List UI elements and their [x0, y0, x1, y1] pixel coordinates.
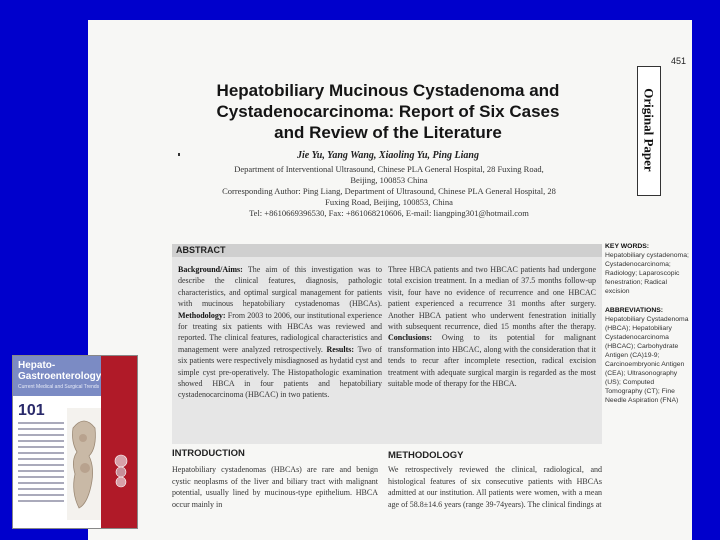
side-label-text: Original Paper — [642, 88, 658, 172]
affiliation-line: Department of Interventional Ultrasound, Chinese PLA General Hospital, 28 Fuxing Road, — [234, 164, 544, 174]
title-line: Hepatobiliary Mucinous Cystadenoma and — [216, 81, 560, 100]
results-heading: Results: — [326, 344, 355, 354]
side-label — [637, 66, 661, 194]
results-continued-text: Three HBCA patients and two HBCAC patients had undergone total excision treatment. In a median of 37.5 months follow-up visit, four have no evidence of recurrence and one HBCAC patient experienced a recurrence 31 months after surgery. Another HBCA patient who underwent fenestration initially with subsequent recurrence, died 15 months after the therapy. — [388, 265, 596, 332]
conclusions-heading: Conclusions: — [388, 333, 433, 343]
margin-mark — [178, 153, 180, 156]
title-line: Cystadenocarcinoma: Report of Six Cases — [216, 102, 560, 121]
cover-journal-name-line: Hepato- — [18, 360, 56, 371]
background-heading: Background/Aims: — [178, 265, 243, 274]
affiliation-line: Corresponding Author: Ping Liang, Department of Ultrasound, Chinese PLA General Hospital, 28 — [222, 186, 556, 196]
affiliation-line: Tel: +8610669396530, Fax: +861068210606, E-mail: liangping301@hotmail.com — [249, 208, 529, 218]
introduction-heading: INTRODUCTION — [172, 448, 245, 459]
abbreviations-text: Hepatobiliary Cystadenoma (HBCA); Hepatobiliary Cystadenocarcinoma (HBCAC); Carbohydrate Antigen (CA)19-9; Carcinoembryonic Antigen (CEA); Ultrasonography (US); Computed Tomography (CT); Fine Needle Aspiration (FNA) — [605, 316, 689, 404]
cover-issue-number: 101 — [18, 402, 45, 419]
methodology-section-text: We retrospectively reviewed the clinical, radiological, and histological features of six consecutive patients with HBCAs admitted at our institution. All patients were women, with a mean age of 58.8±14.6 years (range 39-74years). The clinical findings at — [388, 465, 602, 509]
introduction-text: Hepatobiliary cystadenomas (HBCAs) are rare and benign cystic neoplasms of the liver and biliary tract with malignant potential, usually lined by mucinous-type epithelium. HBCA occur mainly in — [172, 465, 378, 509]
cover-logo — [109, 452, 133, 488]
cover-contents — [18, 422, 64, 516]
page-number: 451 — [670, 56, 686, 66]
keywords-text: Hepatobiliary cystadenoma; Cystadenocarcinoma; Radiology; Laparoscopic fenestration; Radical excision — [605, 252, 689, 295]
keywords-heading: KEY WORDS: — [605, 243, 650, 250]
methodology-text: From 2003 to 2006, our institutional experience for treating six patients with HBCAs was reviewed and reported. The clinical features, radiological characteristics and management were analyzed retrospectively. — [178, 310, 383, 354]
title-line: and Review of the Literature — [274, 123, 502, 142]
cover-illustration — [67, 408, 101, 520]
cover-subtitle: Current Medical and Surgical Trends — [18, 384, 100, 390]
journal-page — [88, 20, 692, 540]
abstract-heading: ABSTRACT — [176, 245, 226, 255]
abstract-column-right — [388, 264, 596, 389]
article-title — [198, 80, 578, 143]
abstract-column-left — [178, 264, 382, 401]
affiliation-line: Fuxing Road, Beijing, 100853, China — [325, 197, 453, 207]
affiliation — [184, 164, 594, 219]
conclusions-text: Owing to its potential for malignant transformation into HBCAC, along with the consideration that it tends to recur after incomplete resection, radical excision treatment with adequate surgical margin is regarded as the most suitable mode of therapy for the HBCA. — [388, 333, 597, 389]
abbreviations-heading: ABBREVIATIONS: — [605, 307, 664, 314]
journal-cover — [12, 355, 138, 529]
abstract-header-bar — [172, 244, 602, 257]
author-list: Jie Yu, Yang Wang, Xiaoling Yu, Ping Liang — [297, 150, 479, 161]
methodology-section-heading: METHODOLOGY — [388, 450, 464, 461]
methodology-heading: Methodology: — [178, 310, 226, 320]
background-text: The aim of this investigation was to describe the clinical features, diagnosis, pathologic characteristics, and optimal surgical management for patients with mucinous hepatobiliary cystadenomas (HBCAs). — [178, 265, 382, 309]
cover-journal-name — [18, 360, 101, 382]
cover-red-band — [101, 356, 137, 528]
affiliation-line: Beijing, 100853 China — [350, 175, 428, 185]
cover-journal-name-line: Gastroenterology — [18, 371, 102, 382]
results-text: Two of six patients were respectively misdiagnosed as hydatid cyst and simple cyst pre-operatively. The Histopathologic examination showed HBCA in four patients and hepatobiliary cystadenocarcinoma (HBCAC) in two patients. — [178, 344, 382, 400]
keywords-panel — [605, 242, 689, 405]
